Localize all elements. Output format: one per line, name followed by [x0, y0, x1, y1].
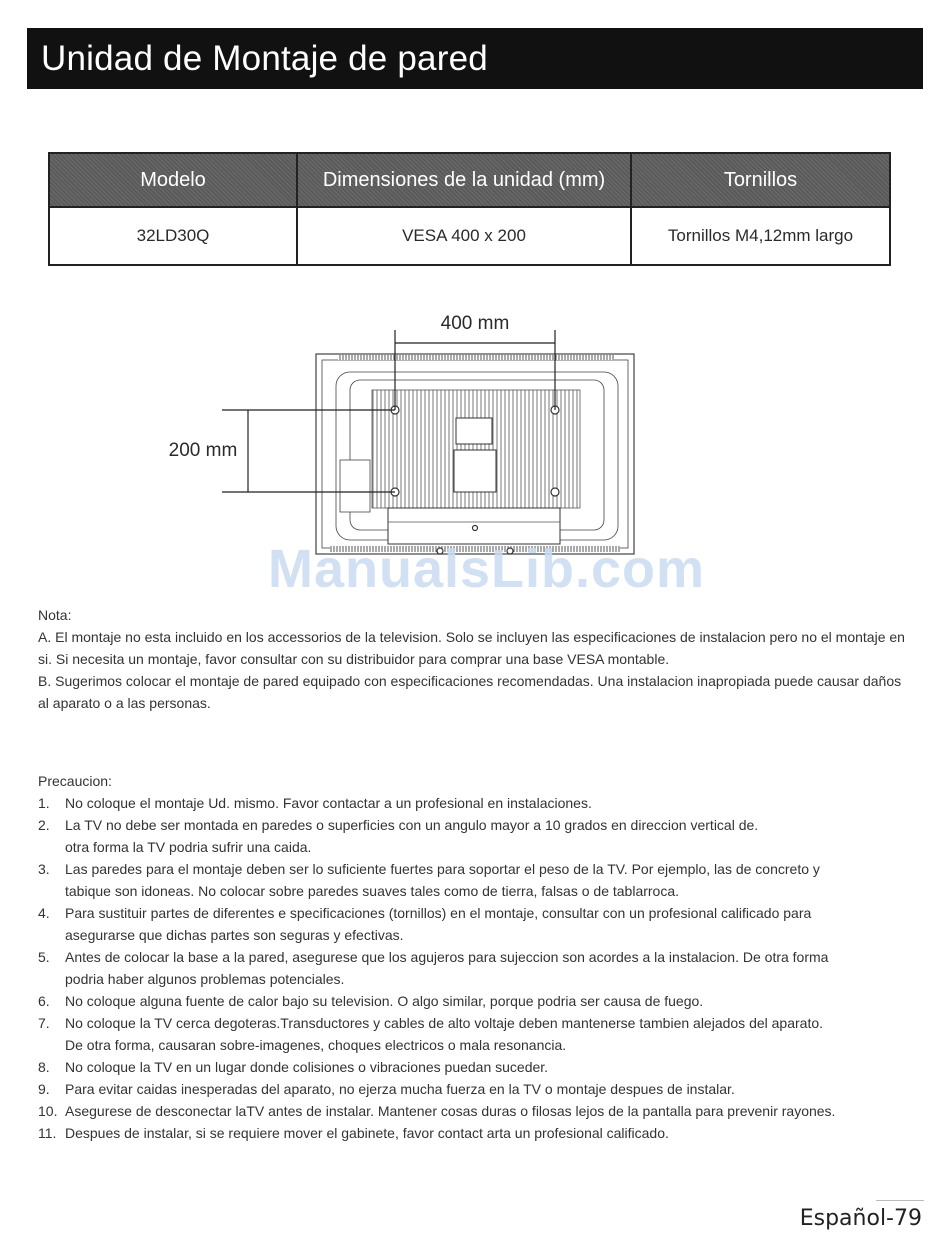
list-item [38, 1122, 913, 1144]
list-item [38, 1100, 913, 1122]
mount-hole-bottom-right [551, 488, 559, 496]
list-item-number: 9. [38, 1081, 50, 1097]
cell-tornillos: Tornillos M4,12mm largo [631, 207, 890, 265]
footer-rule [876, 1200, 924, 1201]
cell-dimensiones: VESA 400 x 200 [297, 207, 631, 265]
list-item-number: 10. [38, 1103, 58, 1119]
header-tornillos: Tornillos [631, 153, 890, 207]
side-panel [340, 460, 370, 512]
nota-b: B. Sugerimos colocar el montaje de pared equipado con especificaciones recomendadas. Una instalacion inapropiada puede causar daños al aparato o a las personas. [38, 673, 902, 711]
connector-panel [454, 450, 496, 492]
nota-section [38, 604, 908, 714]
cell-modelo: 32LD30Q [49, 207, 297, 265]
list-item-number: 6. [38, 993, 50, 1009]
list-item-number: 11. [38, 1125, 57, 1141]
list-item-text: Para evitar caidas inesperadas del aparato, no ejerza mucha fuerza en la TV o montaje despues de instalar. [65, 1081, 735, 1097]
precaucion-list [38, 792, 913, 1144]
header-dimensiones: Dimensiones de la unidad (mm) [297, 153, 631, 207]
list-item-text: De otra forma, causaran sobre-imagenes, choques electricos o mala resonancia. [65, 1037, 567, 1053]
width-dimension-label: 400 mm [440, 313, 510, 334]
list-item-number: 3. [38, 861, 50, 877]
list-item [38, 946, 913, 990]
list-item [38, 792, 913, 814]
label-panel [456, 418, 492, 444]
list-item-number: 7. [38, 1015, 50, 1031]
height-dimension-label: 200 mm [168, 440, 238, 461]
list-item-text: Despues de instalar, si se requiere mover el gabinete, favor contact arta un profesional calificado. [65, 1125, 669, 1141]
nota-heading: Nota: [38, 607, 72, 623]
list-item-text: tabique son idoneas. No colocar sobre paredes suaves tales como de tierra, falsas o de tablarroca. [65, 883, 680, 899]
list-item-text: No coloque la TV cerca degoteras.Transductores y cables de alto voltaje deben mantenerse tambien alejados del aparato. [65, 1015, 824, 1031]
list-item-number: 8. [38, 1059, 50, 1075]
list-item [38, 814, 913, 858]
list-item-number: 1. [38, 795, 50, 811]
header-modelo: Modelo [49, 153, 297, 207]
list-item-text: Las paredes para el montaje deben ser lo suficiente fuertes para soportar el peso de la TV. Por ejemplo, las de concreto y [65, 861, 820, 877]
list-item-text: asegurarse que dichas partes son seguras y efectivas. [65, 927, 404, 943]
list-item-text: Antes de colocar la base a la pared, asegurese que los agujeros para sujeccion son acordes a la instalacion. De otra forma [65, 949, 829, 965]
list-item [38, 1078, 913, 1100]
list-item-text: La TV no debe ser montada en paredes o superficies con un angulo mayor a 10 grados en direccion vertical de. [65, 817, 759, 833]
list-item [38, 1056, 913, 1078]
list-item-text: Asegurese de desconectar laTV antes de instalar. Mantener cosas duras o filosas lejos de la pantalla para prevenir rayones. [65, 1103, 836, 1119]
top-edge-vents [338, 355, 614, 360]
list-item-number: 5. [38, 949, 50, 965]
precaucion-section [38, 770, 913, 1144]
list-item-number: 4. [38, 905, 50, 921]
list-item [38, 990, 913, 1012]
list-item [38, 902, 913, 946]
list-item-number: 2. [38, 817, 50, 833]
list-item-text: podria haber algunos problemas potenciales. [65, 971, 345, 987]
page-number: Español-79 [799, 1206, 922, 1231]
list-item-text: No coloque el montaje Ud. mismo. Favor contactar a un profesional en instalaciones. [65, 795, 592, 811]
list-item-text: No coloque la TV en un lugar donde colisiones o vibraciones puedan suceder. [65, 1059, 549, 1075]
page-title: Unidad de Montaje de pared [41, 39, 488, 78]
list-item [38, 1012, 913, 1056]
watermark: ManualsLib.com [268, 539, 706, 599]
list-item-text: otra forma la TV podria sufrir una caida. [65, 839, 312, 855]
nota-a: A. El montaje no esta incluido en los accessorios de la television. Solo se incluyen las especificaciones de instalacion pero no el montaje en si. Si necesita un montaje, favor consultar con su distribuidor para comprar una base VESA montable. [38, 629, 905, 667]
list-item-text: Para sustituir partes de diferentes e specificaciones (tornillos) en el montaje, consultar con un profesional calificado para [65, 905, 812, 921]
tv-back-diagram [0, 0, 950, 600]
list-item [38, 858, 913, 902]
list-item-text: No coloque alguna fuente de calor bajo su television. O algo similar, porque podria ser causa de fuego. [65, 993, 704, 1009]
precaucion-heading: Precaucion: [38, 773, 112, 789]
